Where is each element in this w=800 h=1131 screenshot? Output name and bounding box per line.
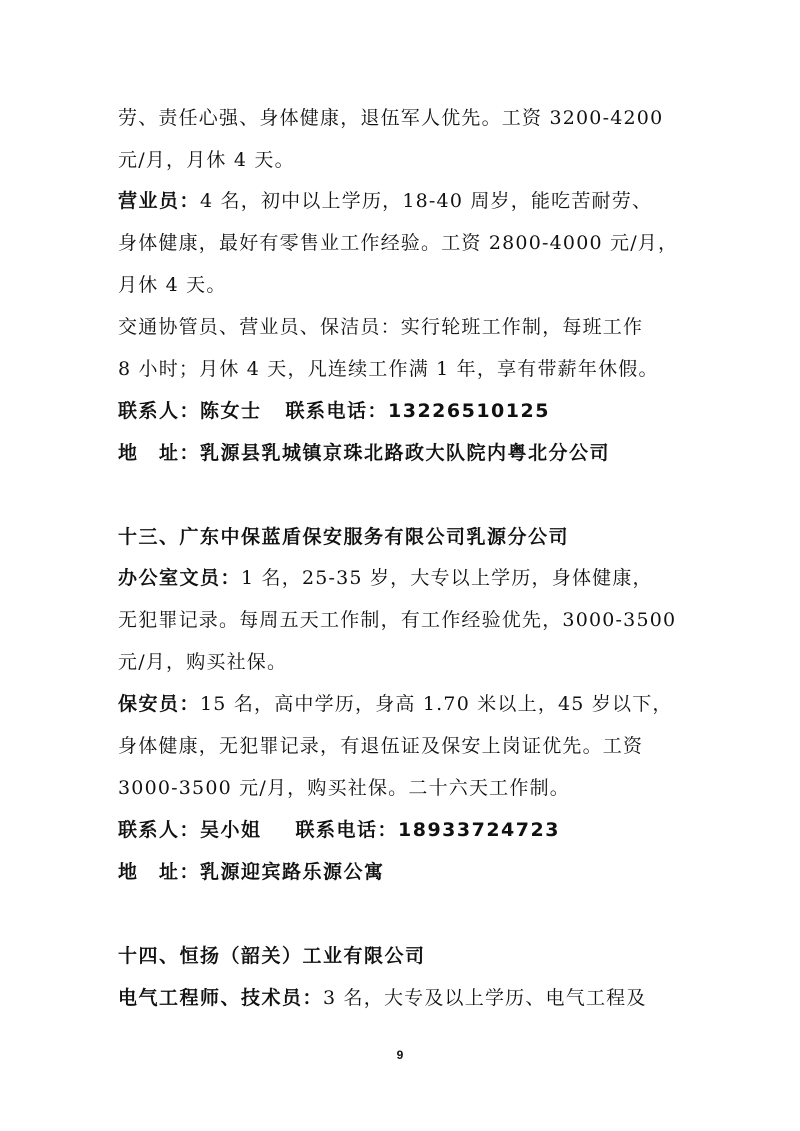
sales-text: 4 名，初中以上学历，18-40 周岁，能吃苦耐劳、 bbox=[200, 190, 653, 212]
contact-address: 地 址：乳源迎宾路乐源公寓 bbox=[118, 861, 385, 883]
engineer-paragraph bbox=[118, 986, 647, 1010]
page-number: 9 bbox=[396, 1048, 404, 1062]
section-title: 十四、恒扬（韶关）工业有限公司 bbox=[118, 945, 426, 967]
contact-phone: 联系电话：18933724723 bbox=[295, 819, 560, 841]
contact-phone: 联系电话：13226510125 bbox=[285, 400, 550, 422]
text-line: 3000-3500 元/月，购买社保。二十六天工作制。 bbox=[118, 777, 570, 799]
guard-text: 15 名，高中学历，身高 1.70 米以上，45 岁以下， bbox=[200, 693, 673, 715]
sales-label: 营业员： bbox=[118, 190, 201, 212]
clerk-label: 办公室文员： bbox=[118, 567, 242, 589]
text-line: 元/月，购买社保。 bbox=[118, 651, 288, 673]
clerk-paragraph bbox=[118, 566, 653, 590]
text-line: 交通协管员、营业员、保洁员：实行轮班工作制，每班工作 bbox=[118, 316, 644, 338]
section-title: 十三、广东中保蓝盾保安服务有限公司乳源分公司 bbox=[118, 526, 570, 548]
sales-paragraph bbox=[118, 189, 652, 213]
contact-person: 联系人：吴小姐 bbox=[118, 819, 262, 841]
contact-line bbox=[118, 818, 560, 842]
text-line: 身体健康，最好有零售业工作经验。工资 2800-4000 元/月， bbox=[118, 232, 679, 254]
text-line: 月休 4 天。 bbox=[118, 274, 227, 296]
contact-line bbox=[118, 399, 550, 423]
text-line: 身体健康，无犯罪记录，有退伍证及保安上岗证优先。工资 bbox=[118, 735, 644, 757]
text-line: 无犯罪记录。每周五天工作制，有工作经验优先，3000-3500 bbox=[118, 609, 677, 631]
contact-address: 地 址：乳源县乳城镇京珠北路政大队院内粤北分公司 bbox=[118, 442, 611, 464]
text-line: 元/月，月休 4 天。 bbox=[118, 149, 295, 171]
text-line: 8 小时；月休 4 天，凡连续工作满 1 年，享有带薪年休假。 bbox=[118, 358, 659, 380]
guard-paragraph bbox=[118, 692, 673, 716]
text-line: 劳、责任心强、身体健康，退伍军人优先。工资 3200-4200 bbox=[118, 107, 664, 129]
engineer-label: 电气工程师、技术员： bbox=[118, 987, 324, 1009]
contact-person: 联系人：陈女士 bbox=[118, 400, 262, 422]
guard-label: 保安员： bbox=[118, 693, 201, 715]
engineer-text: 3 名，大专及以上学历、电气工程及 bbox=[323, 987, 647, 1009]
clerk-text: 1 名，25-35 岁，大专以上学历，身体健康， bbox=[241, 567, 653, 589]
